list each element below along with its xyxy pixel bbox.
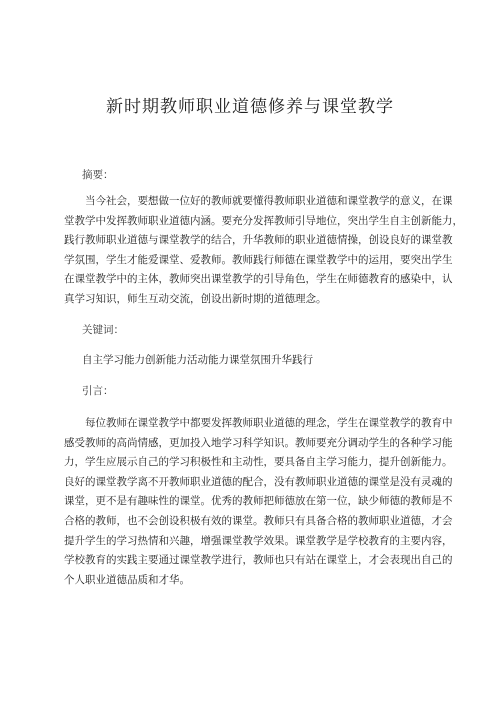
abstract-line: 学氛围，学生才能爱课堂、爱教师。教师践行师德在课堂教学中的运用，要突出学生	[64, 253, 453, 266]
intro-paragraph	[64, 414, 453, 590]
intro-line: 学校教育的实践主要通过课堂教学进行，教师也只有站在课堂上，才会表现出自己的	[64, 554, 453, 567]
abstract-line: 在课堂教学中的主体，教师突出课堂教学的引导角色，学生在师德教育的感染中，认	[64, 273, 453, 286]
intro-label: 引言：	[82, 385, 114, 397]
document-title: 新时期教师职业道德修养与课堂教学	[106, 97, 394, 117]
abstract-paragraph	[64, 192, 463, 310]
keywords-text: 自主学习能力创新能力活动能力课堂氛围升华践行	[82, 354, 313, 366]
intro-line: 合格的教师，也不会创设积极有效的课堂。教师只有具备合格的教师职业道德，才会	[64, 514, 453, 527]
keywords-label: 关键词：	[82, 324, 124, 336]
abstract-label: 摘要：	[82, 169, 114, 181]
intro-line: 课堂，更不是有趣味性的课堂。优秀的教师把师德放在第一位，缺少师德的教师是不	[64, 495, 453, 508]
intro-line: 力，学生应展示自己的学习积极性和主动性，要具备自主学习能力，提升创新能力。	[64, 456, 453, 469]
intro-line: 个人职业道德品质和才华。	[64, 573, 190, 586]
intro-line: 提升学生的学习热情和兴趣，增强课堂教学效果。课堂教学是学校教育的主要内容，	[64, 534, 453, 547]
intro-line: 每位教师在课堂教学中都要发挥教师职业道德的理念，学生在课堂教学的教育中	[85, 417, 453, 429]
intro-line: 良好的课堂教学离不开教师职业道德的配合，没有教师职业道德的课堂是没有灵魂的	[64, 475, 453, 488]
abstract-line: 堂教学中发挥教师职业道德内涵。要充分发挥教师引导地位，突出学生自主创新能力，	[64, 214, 463, 227]
abstract-line: 践行教师职业道德与课堂教学的结合，升华教师的职业道德情操，创设良好的课堂教	[64, 234, 453, 247]
intro-line: 感受教师的高尚情感，更加投入地学习科学知识。教师要充分调动学生的各种学习能	[64, 436, 453, 449]
abstract-line: 真学习知识，师生互动交流，创设出新时期的道德理念。	[64, 292, 327, 305]
abstract-line: 当今社会，要想做一位好的教师就要懂得教师职业道德和课堂教学的意义，在课	[85, 195, 453, 207]
